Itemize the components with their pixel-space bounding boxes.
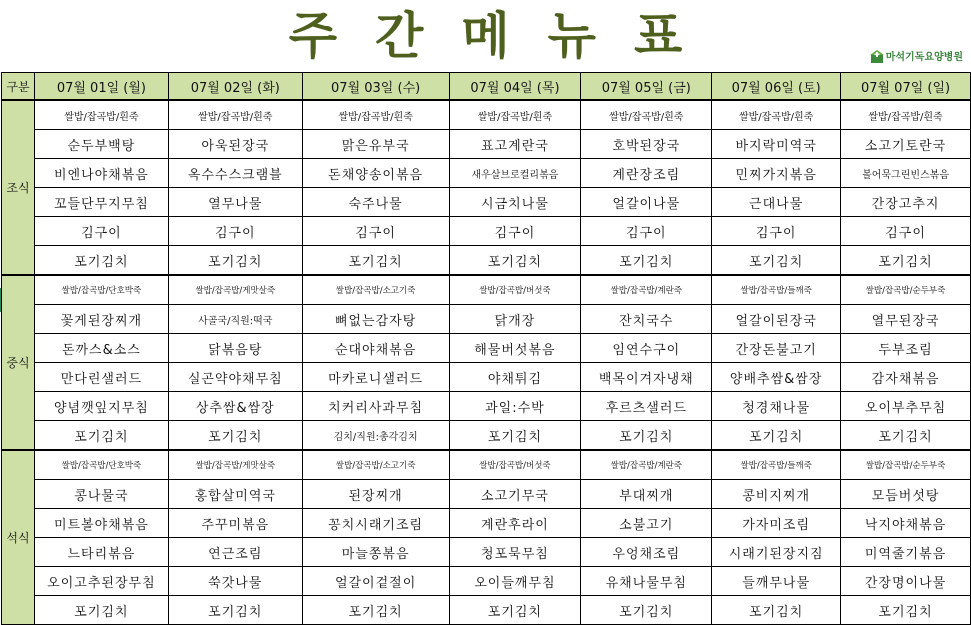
menu-cell: 오이고추된장무침 (34, 567, 168, 596)
menu-cell: 포기김치 (302, 246, 449, 276)
menu-cell: 연근조림 (168, 538, 302, 567)
menu-cell: 근대나물 (712, 188, 841, 217)
menu-cell: 순두부백탕 (34, 130, 168, 159)
menu-cell: 쌀밥/잡곡밥/흰죽 (34, 100, 168, 130)
menu-cell: 포기김치 (302, 596, 449, 625)
menu-cell: 치커리사과무침 (302, 392, 449, 421)
menu-cell: 쌀밥/잡곡밥/계란죽 (581, 275, 712, 305)
menu-cell: 포기김치 (168, 246, 302, 276)
menu-cell: 유채나물무침 (581, 567, 712, 596)
menu-cell: 청경채나물 (712, 392, 841, 421)
menu-cell: 민찌가지볶음 (712, 159, 841, 188)
menu-cell: 간장명이나물 (841, 567, 971, 596)
header-gubun: 구분 (2, 73, 35, 101)
menu-cell: 두부조림 (841, 334, 971, 363)
menu-cell: 쑥갓나물 (168, 567, 302, 596)
menu-cell: 포기김치 (34, 596, 168, 625)
menu-cell: 꽃게된장찌개 (34, 305, 168, 334)
menu-cell: 표고계란국 (449, 130, 581, 159)
menu-row (2, 100, 971, 130)
menu-cell: 포기김치 (712, 596, 841, 625)
menu-cell: 쌀밥/잡곡밥/흰죽 (581, 100, 712, 130)
menu-cell: 포기김치 (34, 246, 168, 276)
menu-cell: 포기김치 (168, 596, 302, 625)
menu-row (2, 363, 971, 392)
menu-cell: 소고기무국 (449, 480, 581, 509)
menu-cell: 해물버섯볶음 (449, 334, 581, 363)
menu-cell: 미트볼야채볶음 (34, 509, 168, 538)
menu-cell: 열무된장국 (841, 305, 971, 334)
menu-cell: 오이부추무침 (841, 392, 971, 421)
menu-cell: 쌀밥/잡곡밥/단호박죽 (34, 275, 168, 305)
day-header: 07월 06일 (토) (712, 73, 841, 101)
menu-cell: 쌀밥/잡곡밥/버섯죽 (449, 450, 581, 480)
menu-cell: 포기김치 (449, 421, 581, 451)
menu-cell: 간장돈불고기 (712, 334, 841, 363)
menu-cell: 김구이 (581, 217, 712, 246)
hospital-logo-text: 마석기독요양병원 (885, 52, 963, 63)
menu-cell: 순대야채볶음 (302, 334, 449, 363)
menu-cell: 시금치나물 (449, 188, 581, 217)
menu-cell: 쌀밥/잡곡밥/버섯죽 (449, 275, 581, 305)
menu-cell: 쌀밥/잡곡밥/계란죽 (581, 450, 712, 480)
menu-cell: 낙지야채볶음 (841, 509, 971, 538)
menu-cell: 만다린샐러드 (34, 363, 168, 392)
menu-cell: 계란후라이 (449, 509, 581, 538)
menu-cell: 쌀밥/잡곡밥/흰죽 (841, 100, 971, 130)
hospital-logo (870, 48, 963, 63)
menu-cell: 과일:수박 (449, 392, 581, 421)
menu-row (2, 334, 971, 363)
menu-cell: 김구이 (841, 217, 971, 246)
menu-cell: 후르츠샐러드 (581, 392, 712, 421)
meal-label: 석식 (2, 450, 35, 625)
menu-cell: 포기김치 (449, 596, 581, 625)
menu-cell: 쌀밥/잡곡밥/들깨죽 (712, 275, 841, 305)
menu-cell: 백목이겨자냉채 (581, 363, 712, 392)
weekly-menu-table (1, 72, 971, 625)
menu-cell: 볼어묵그린빈스볶음 (841, 159, 971, 188)
menu-cell: 쌀밥/잡곡밥/소고기죽 (302, 450, 449, 480)
day-header: 07월 05일 (금) (581, 73, 712, 101)
menu-cell: 사골국/직원:떡국 (168, 305, 302, 334)
menu-cell: 마카로니샐러드 (302, 363, 449, 392)
menu-row (2, 538, 971, 567)
menu-cell: 포기김치 (34, 421, 168, 451)
menu-row (2, 159, 971, 188)
menu-cell: 쌀밥/잡곡밥/들깨죽 (712, 450, 841, 480)
menu-cell: 소고기토란국 (841, 130, 971, 159)
menu-cell: 옥수수스크램블 (168, 159, 302, 188)
menu-row (2, 567, 971, 596)
menu-cell: 닭볶음탕 (168, 334, 302, 363)
menu-row (2, 246, 971, 276)
menu-cell: 미역줄기볶음 (841, 538, 971, 567)
menu-cell: 얼갈이된장국 (712, 305, 841, 334)
menu-cell: 꼬들단무지무침 (34, 188, 168, 217)
menu-row (2, 305, 971, 334)
menu-cell: 들깨무나물 (712, 567, 841, 596)
menu-cell: 쌀밥/잡곡밥/흰죽 (449, 100, 581, 130)
day-header: 07월 04일 (목) (449, 73, 581, 101)
menu-cell: 주꾸미볶음 (168, 509, 302, 538)
menu-cell: 쌀밥/잡곡밥/단호박죽 (34, 450, 168, 480)
menu-cell: 열무나물 (168, 188, 302, 217)
menu-cell: 모듬버섯탕 (841, 480, 971, 509)
menu-cell: 포기김치 (168, 421, 302, 451)
menu-row (2, 275, 971, 305)
menu-cell: 돈채양송이볶음 (302, 159, 449, 188)
menu-cell: 김구이 (302, 217, 449, 246)
menu-cell: 포기김치 (712, 246, 841, 276)
menu-cell: 쌀밥/잡곡밥/흰죽 (712, 100, 841, 130)
menu-cell: 소불고기 (581, 509, 712, 538)
menu-cell: 포기김치 (841, 421, 971, 451)
menu-cell: 김구이 (168, 217, 302, 246)
menu-cell: 뼈없는감자탕 (302, 305, 449, 334)
menu-cell: 김치/직원:총각김치 (302, 421, 449, 451)
menu-cell: 포기김치 (841, 246, 971, 276)
menu-row (2, 217, 971, 246)
menu-cell: 가자미조림 (712, 509, 841, 538)
menu-cell: 비엔나야채볶음 (34, 159, 168, 188)
menu-cell: 아욱된장국 (168, 130, 302, 159)
menu-cell: 포기김치 (712, 421, 841, 451)
menu-cell: 포기김치 (581, 246, 712, 276)
menu-cell: 김구이 (34, 217, 168, 246)
menu-cell: 계란장조림 (581, 159, 712, 188)
menu-cell: 실곤약야채무침 (168, 363, 302, 392)
menu-cell: 잔치국수 (581, 305, 712, 334)
menu-cell: 포기김치 (581, 421, 712, 451)
menu-cell: 쌀밥/잡곡밥/순두부죽 (841, 450, 971, 480)
menu-row (2, 188, 971, 217)
menu-cell: 닭개장 (449, 305, 581, 334)
menu-cell: 콩나물국 (34, 480, 168, 509)
menu-cell: 마늘쫑볶음 (302, 538, 449, 567)
menu-row (2, 596, 971, 625)
menu-cell: 시래기된장지짐 (712, 538, 841, 567)
meal-label: 중식 (2, 275, 35, 450)
menu-cell: 꽁치시래기조림 (302, 509, 449, 538)
page-title: 주간메뉴표 (288, 7, 721, 65)
menu-row (2, 392, 971, 421)
menu-cell: 숙주나물 (302, 188, 449, 217)
menu-cell: 우엉채조림 (581, 538, 712, 567)
menu-cell: 상추쌈&쌈장 (168, 392, 302, 421)
menu-cell: 김구이 (449, 217, 581, 246)
menu-cell: 돈까스&소스 (34, 334, 168, 363)
menu-cell: 김구이 (712, 217, 841, 246)
menu-cell: 된장찌개 (302, 480, 449, 509)
menu-cell: 쌀밥/잡곡밥/소고기죽 (302, 275, 449, 305)
menu-cell: 포기김치 (581, 596, 712, 625)
menu-cell: 쌀밥/잡곡밥/순두부죽 (841, 275, 971, 305)
menu-cell: 바지락미역국 (712, 130, 841, 159)
day-header: 07월 01일 (월) (34, 73, 168, 101)
menu-cell: 얼갈이겉절이 (302, 567, 449, 596)
menu-cell: 호박된장국 (581, 130, 712, 159)
menu-cell: 감자채볶음 (841, 363, 971, 392)
menu-row (2, 509, 971, 538)
header-row (2, 73, 971, 101)
menu-cell: 양념깻잎지무침 (34, 392, 168, 421)
menu-cell: 맑은유부국 (302, 130, 449, 159)
menu-row (2, 130, 971, 159)
menu-cell: 홍합살미역국 (168, 480, 302, 509)
hospital-logo-icon (870, 49, 884, 63)
menu-cell: 간장고추지 (841, 188, 971, 217)
menu-row (2, 450, 971, 480)
menu-cell: 포기김치 (841, 596, 971, 625)
menu-cell: 얼갈이나물 (581, 188, 712, 217)
menu-cell: 부대찌개 (581, 480, 712, 509)
menu-cell: 포기김치 (449, 246, 581, 276)
menu-cell: 임연수구이 (581, 334, 712, 363)
menu-cell: 쌀밥/잡곡밥/게맛살죽 (168, 450, 302, 480)
menu-cell: 양배추쌈&쌈장 (712, 363, 841, 392)
menu-row (2, 480, 971, 509)
menu-cell: 오이들깨무침 (449, 567, 581, 596)
menu-cell: 청포묵무침 (449, 538, 581, 567)
menu-cell: 쌀밥/잡곡밥/흰죽 (302, 100, 449, 130)
title-area (0, 0, 971, 72)
menu-cell: 새우살브로컬리볶음 (449, 159, 581, 188)
menu-row (2, 421, 971, 451)
menu-cell: 야채튀김 (449, 363, 581, 392)
day-header: 07월 07일 (일) (841, 73, 971, 101)
day-header: 07월 02일 (화) (168, 73, 302, 101)
menu-cell: 콩비지찌개 (712, 480, 841, 509)
menu-cell: 쌀밥/잡곡밥/게맛살죽 (168, 275, 302, 305)
menu-cell: 느타리볶음 (34, 538, 168, 567)
meal-label: 조식 (2, 100, 35, 275)
menu-cell: 쌀밥/잡곡밥/흰죽 (168, 100, 302, 130)
day-header: 07월 03일 (수) (302, 73, 449, 101)
